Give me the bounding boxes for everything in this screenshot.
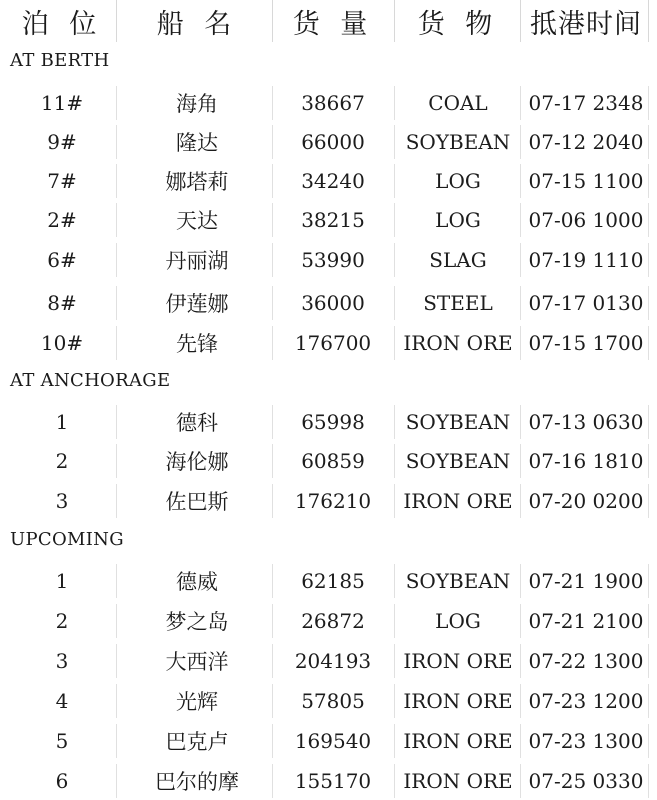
cell-ship: 娜塔莉 <box>122 164 273 198</box>
cell-qty: 155170 <box>272 764 395 798</box>
table-row <box>0 284 657 322</box>
table-header <box>0 0 657 42</box>
cell-qty: 38215 <box>272 203 395 237</box>
cell-berth: 6# <box>8 243 117 277</box>
cell-cargo: SOYBEAN <box>396 444 521 478</box>
cell-eta: 07-17 2348 <box>524 86 649 120</box>
cell-qty: 169540 <box>272 724 395 758</box>
cell-qty: 53990 <box>272 243 395 277</box>
cell-qty: 57805 <box>272 684 395 718</box>
cell-qty: 62185 <box>272 564 395 598</box>
table-row <box>0 442 657 480</box>
cell-cargo: IRON ORE <box>396 326 521 360</box>
cell-cargo: COAL <box>396 86 521 120</box>
table-row <box>0 324 657 362</box>
cell-berth: 2# <box>8 203 117 237</box>
cell-cargo: IRON ORE <box>396 644 521 678</box>
cell-qty: 176700 <box>272 326 395 360</box>
cell-berth: 2 <box>8 604 117 638</box>
cell-eta: 07-21 2100 <box>524 604 649 638</box>
table-row <box>0 602 657 640</box>
cell-eta: 07-20 0200 <box>524 484 649 518</box>
cell-berth: 6 <box>8 764 117 798</box>
cell-ship: 巴克卢 <box>122 724 273 758</box>
table-row <box>0 562 657 600</box>
section-title: UPCOMING <box>10 529 124 550</box>
table-row <box>0 762 657 800</box>
cell-ship: 海伦娜 <box>122 444 273 478</box>
cell-ship: 巴尔的摩 <box>122 764 273 798</box>
cell-qty: 36000 <box>272 286 395 320</box>
header-berth: 泊 位 <box>8 0 117 42</box>
cell-cargo: SOYBEAN <box>396 125 521 159</box>
table-row <box>0 201 657 239</box>
cell-ship: 大西洋 <box>122 644 273 678</box>
cell-ship: 隆达 <box>122 125 273 159</box>
cell-cargo: LOG <box>396 164 521 198</box>
cell-berth: 3 <box>8 484 117 518</box>
cell-cargo: IRON ORE <box>396 764 521 798</box>
cell-eta: 07-15 1100 <box>524 164 649 198</box>
cell-eta: 07-22 1300 <box>524 644 649 678</box>
cell-eta: 07-17 0130 <box>524 286 649 320</box>
table-row <box>0 84 657 122</box>
table-row <box>0 241 657 279</box>
cell-qty: 38667 <box>272 86 395 120</box>
cell-berth: 1 <box>8 405 117 439</box>
cell-eta: 07-25 0330 <box>524 764 649 798</box>
header-cargo: 货 物 <box>396 0 521 42</box>
cell-eta: 07-06 1000 <box>524 203 649 237</box>
cell-berth: 3 <box>8 644 117 678</box>
cell-ship: 佐巴斯 <box>122 484 273 518</box>
section-title: AT ANCHORAGE <box>10 370 171 391</box>
cell-ship: 伊莲娜 <box>122 286 273 320</box>
cell-cargo: IRON ORE <box>396 684 521 718</box>
cell-qty: 204193 <box>272 644 395 678</box>
cell-ship: 德威 <box>122 564 273 598</box>
table-row <box>0 162 657 200</box>
table-row <box>0 682 657 720</box>
cell-berth: 1 <box>8 564 117 598</box>
cell-cargo: STEEL <box>396 286 521 320</box>
cell-berth: 8# <box>8 286 117 320</box>
cell-berth: 2 <box>8 444 117 478</box>
cell-cargo: IRON ORE <box>396 724 521 758</box>
cell-eta: 07-23 1200 <box>524 684 649 718</box>
cell-cargo: LOG <box>396 203 521 237</box>
cell-berth: 11# <box>8 86 117 120</box>
cell-berth: 7# <box>8 164 117 198</box>
cell-cargo: SOYBEAN <box>396 564 521 598</box>
cell-eta: 07-16 1810 <box>524 444 649 478</box>
cell-cargo: SLAG <box>396 243 521 277</box>
cell-eta: 07-13 0630 <box>524 405 649 439</box>
cell-ship: 光辉 <box>122 684 273 718</box>
table-row <box>0 123 657 161</box>
header-ship-name: 船 名 <box>122 0 273 42</box>
cell-berth: 10# <box>8 326 117 360</box>
cell-ship: 梦之岛 <box>122 604 273 638</box>
table-row <box>0 722 657 760</box>
cell-ship: 海角 <box>122 86 273 120</box>
cell-berth: 4 <box>8 684 117 718</box>
cell-qty: 65998 <box>272 405 395 439</box>
cell-eta: 07-21 1900 <box>524 564 649 598</box>
section-title: AT BERTH <box>10 50 110 71</box>
cell-ship: 天达 <box>122 203 273 237</box>
table-row <box>0 403 657 441</box>
cell-eta: 07-23 1300 <box>524 724 649 758</box>
header-arrival-time: 抵港时间 <box>524 0 649 42</box>
cell-ship: 丹丽湖 <box>122 243 273 277</box>
cell-qty: 176210 <box>272 484 395 518</box>
cell-eta: 07-12 2040 <box>524 125 649 159</box>
cell-qty: 60859 <box>272 444 395 478</box>
cell-qty: 34240 <box>272 164 395 198</box>
cell-berth: 9# <box>8 125 117 159</box>
header-quantity: 货 量 <box>272 0 395 42</box>
cell-berth: 5 <box>8 724 117 758</box>
cell-cargo: IRON ORE <box>396 484 521 518</box>
cell-qty: 66000 <box>272 125 395 159</box>
table-row <box>0 642 657 680</box>
table-row <box>0 482 657 520</box>
cell-ship: 先锋 <box>122 326 273 360</box>
cell-cargo: SOYBEAN <box>396 405 521 439</box>
cell-eta: 07-15 1700 <box>524 326 649 360</box>
cell-cargo: LOG <box>396 604 521 638</box>
cell-qty: 26872 <box>272 604 395 638</box>
cell-ship: 德科 <box>122 405 273 439</box>
cell-eta: 07-19 1110 <box>524 243 649 277</box>
